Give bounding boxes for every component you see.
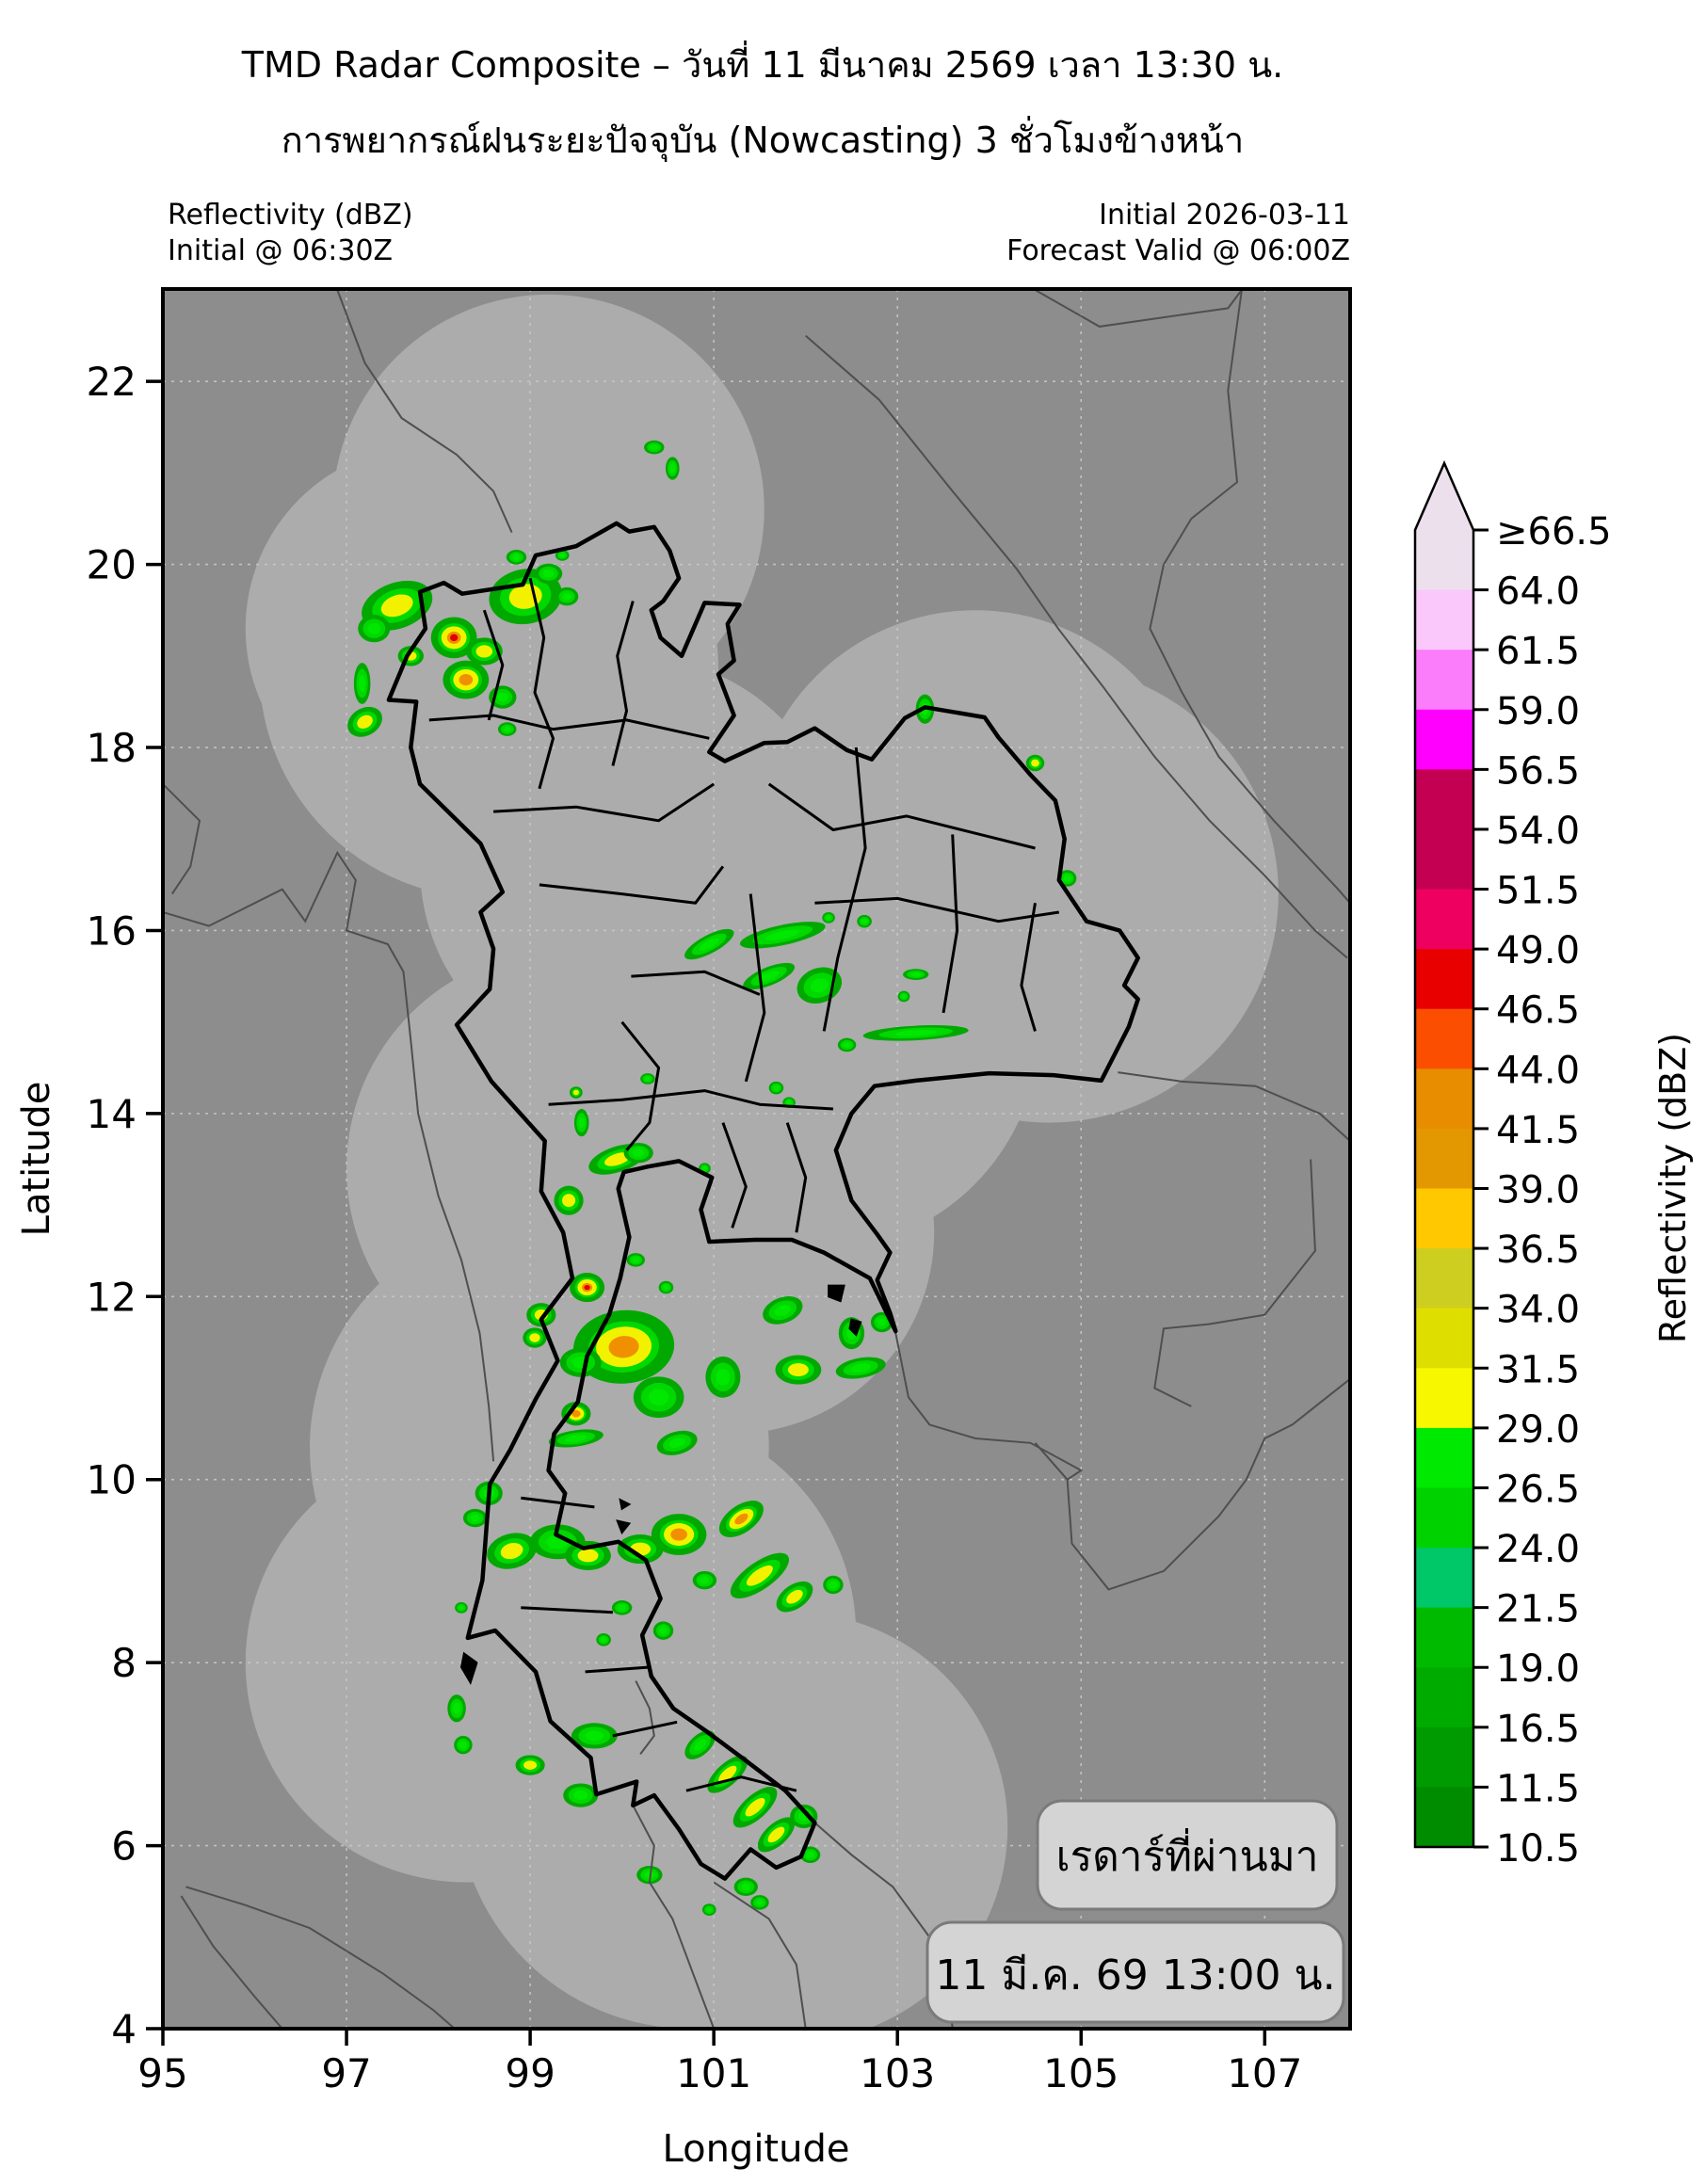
radar-echo <box>612 1600 632 1615</box>
radar-echo <box>455 1602 468 1614</box>
overlay-box-radar-past <box>1038 1801 1337 1909</box>
colorbar-segment <box>1415 1129 1473 1189</box>
colorbar-tick-label: 59.0 <box>1496 689 1581 733</box>
colorbar-title: Reflectivity (dBZ) <box>1652 1032 1694 1344</box>
x-tick-label: 95 <box>137 2050 188 2096</box>
radar-echo <box>634 1376 684 1418</box>
colorbar-tick-label: 51.5 <box>1496 869 1581 913</box>
x-tick-label: 107 <box>1227 2050 1303 2096</box>
colorbar-tick-label: 26.5 <box>1496 1468 1581 1512</box>
radar-echo <box>659 1281 674 1294</box>
y-tick-label: 10 <box>86 1456 137 1503</box>
radar-echo <box>857 915 872 928</box>
overlay-box-timestamp <box>927 1922 1344 2022</box>
colorbar-segment <box>1415 1548 1473 1608</box>
radar-echo <box>443 661 489 699</box>
colorbar-segment <box>1415 769 1473 829</box>
radar-echo <box>1026 755 1045 771</box>
colorbar-segment <box>1415 1009 1473 1069</box>
colorbar-segment <box>1415 1727 1473 1788</box>
colorbar-tick-label: 29.0 <box>1496 1407 1581 1452</box>
colorbar-segment <box>1415 829 1473 890</box>
sub-title: การพยากรณ์ฝนระยะปัจจุบัน (Nowcasting) 3 ชั่วโมงข้างหน้า <box>281 120 1245 161</box>
radar-echo <box>515 1755 544 1774</box>
radar-echo <box>822 912 835 923</box>
radar-echo <box>644 441 664 455</box>
y-tick-label: 18 <box>86 725 137 772</box>
colorbar-segment <box>1415 1189 1473 1249</box>
radar-echo <box>523 1327 546 1347</box>
x-tick-label: 103 <box>860 2050 936 2096</box>
coverage-circle <box>332 295 764 725</box>
radar-echo <box>624 1143 653 1163</box>
colorbar-segment <box>1415 530 1473 590</box>
colorbar-tick-label: 24.0 <box>1496 1528 1581 1572</box>
colorbar-tick-label: 31.5 <box>1496 1348 1581 1392</box>
colorbar <box>1415 463 1612 1871</box>
colorbar-tick-label: 21.5 <box>1496 1587 1581 1631</box>
radar-echo <box>898 991 910 1003</box>
x-axis-ticks <box>137 2029 1302 2096</box>
radar-echo <box>535 564 562 584</box>
y-tick-label: 20 <box>86 541 137 588</box>
colorbar-tick-label: 56.5 <box>1496 749 1581 794</box>
y-tick-label: 4 <box>111 2006 137 2052</box>
radar-echo <box>555 587 578 605</box>
colorbar-segment <box>1415 1368 1473 1428</box>
y-tick-label: 12 <box>86 1274 137 1321</box>
x-tick-label: 105 <box>1043 2050 1119 2096</box>
colorbar-segment <box>1415 650 1473 710</box>
colorbar-segment <box>1415 1248 1473 1309</box>
radar-echo <box>507 550 526 565</box>
radar-echo <box>498 722 517 736</box>
y-tick-label: 8 <box>111 1640 137 1687</box>
colorbar-segment <box>1415 1309 1473 1369</box>
radar-echo <box>705 1357 740 1398</box>
radar-echo <box>903 969 928 980</box>
y-tick-label: 22 <box>86 359 137 406</box>
colorbar-tick-label: 34.0 <box>1496 1288 1581 1332</box>
y-axis-label: Latitude <box>15 1081 58 1237</box>
colorbar-segment <box>1415 1068 1473 1129</box>
colorbar-tick-label: 64.0 <box>1496 570 1581 614</box>
radar-echo <box>596 1633 611 1646</box>
radar-echo <box>563 1783 598 1807</box>
y-tick-label: 6 <box>111 1823 137 1870</box>
annotation-forecast-valid: Forecast Valid @ 06:00Z <box>1006 234 1350 267</box>
radar-echo <box>775 1356 821 1385</box>
colorbar-tick-label: 61.5 <box>1496 630 1581 674</box>
radar-echo <box>823 1576 843 1594</box>
overlay-box1-label: เรดาร์ที่ผ่านมา <box>1055 1833 1319 1881</box>
colorbar-over-arrow <box>1415 463 1473 530</box>
radar-echo <box>354 663 371 704</box>
colorbar-tick-label: 19.0 <box>1496 1647 1581 1692</box>
radar-echo <box>640 1073 655 1084</box>
colorbar-tick-label: 49.0 <box>1496 929 1581 973</box>
annotation-initial-time: Initial @ 06:30Z <box>168 234 394 267</box>
annotation-initial-date: Initial 2026-03-11 <box>1099 199 1350 232</box>
colorbar-segment <box>1415 1667 1473 1727</box>
colorbar-tick-label: ≥66.5 <box>1496 510 1612 554</box>
main-title: TMD Radar Composite – วันที่ 11 มีนาคม 2569 เวลา 13:30 น. <box>241 44 1284 86</box>
x-tick-label: 101 <box>676 2050 752 2096</box>
colorbar-segment <box>1415 1487 1473 1548</box>
radar-echo <box>570 1086 583 1099</box>
overlay-box2-label: 11 มี.ค. 69 13:00 น. <box>935 1951 1336 1999</box>
colorbar-segment <box>1415 890 1473 950</box>
annotation-reflectivity: Reflectivity (dBZ) <box>168 199 413 232</box>
x-tick-label: 99 <box>505 2050 555 2096</box>
radar-echo <box>574 1109 589 1136</box>
colorbar-tick-label: 41.5 <box>1496 1108 1581 1152</box>
colorbar-tick-label: 16.5 <box>1496 1707 1581 1751</box>
colorbar-segment <box>1415 590 1473 650</box>
radar-echo <box>734 1878 758 1896</box>
colorbar-segment <box>1415 1787 1473 1847</box>
colorbar-segment <box>1415 949 1473 1009</box>
x-tick-label: 97 <box>321 2050 372 2096</box>
radar-echo <box>570 1273 604 1302</box>
radar-echo <box>560 1348 602 1377</box>
colorbar-segment <box>1415 1428 1473 1488</box>
radar-echo <box>454 1736 473 1754</box>
radar-echo <box>702 1903 716 1916</box>
colorbar-segment <box>1415 710 1473 770</box>
radar-echo <box>627 1253 646 1267</box>
radar-echo <box>666 457 680 479</box>
colorbar-tick-label: 46.5 <box>1496 988 1581 1033</box>
colorbar-tick-label: 11.5 <box>1496 1767 1581 1811</box>
colorbar-tick-label: 54.0 <box>1496 809 1581 853</box>
radar-echo <box>769 1082 784 1095</box>
radar-echo <box>447 1694 466 1722</box>
y-tick-label: 14 <box>86 1090 137 1137</box>
radar-echo <box>838 1038 857 1052</box>
radar-echo <box>554 1186 583 1215</box>
colorbar-tick-label: 10.5 <box>1496 1827 1581 1871</box>
radar-echo <box>358 615 390 642</box>
colorbar-tick-label: 39.0 <box>1496 1168 1581 1212</box>
y-axis-ticks <box>87 359 163 2052</box>
radar-echo <box>463 1509 487 1527</box>
y-tick-label: 16 <box>86 907 137 955</box>
radar-echo <box>693 1571 716 1589</box>
x-axis-label: Longitude <box>662 2128 850 2171</box>
radar-echo <box>653 1621 673 1639</box>
colorbar-tick-label: 44.0 <box>1496 1049 1581 1093</box>
colorbar-segment <box>1415 1608 1473 1668</box>
radar-echo <box>652 1514 707 1555</box>
map-area <box>163 289 1350 2043</box>
colorbar-tick-label: 36.5 <box>1496 1228 1581 1273</box>
